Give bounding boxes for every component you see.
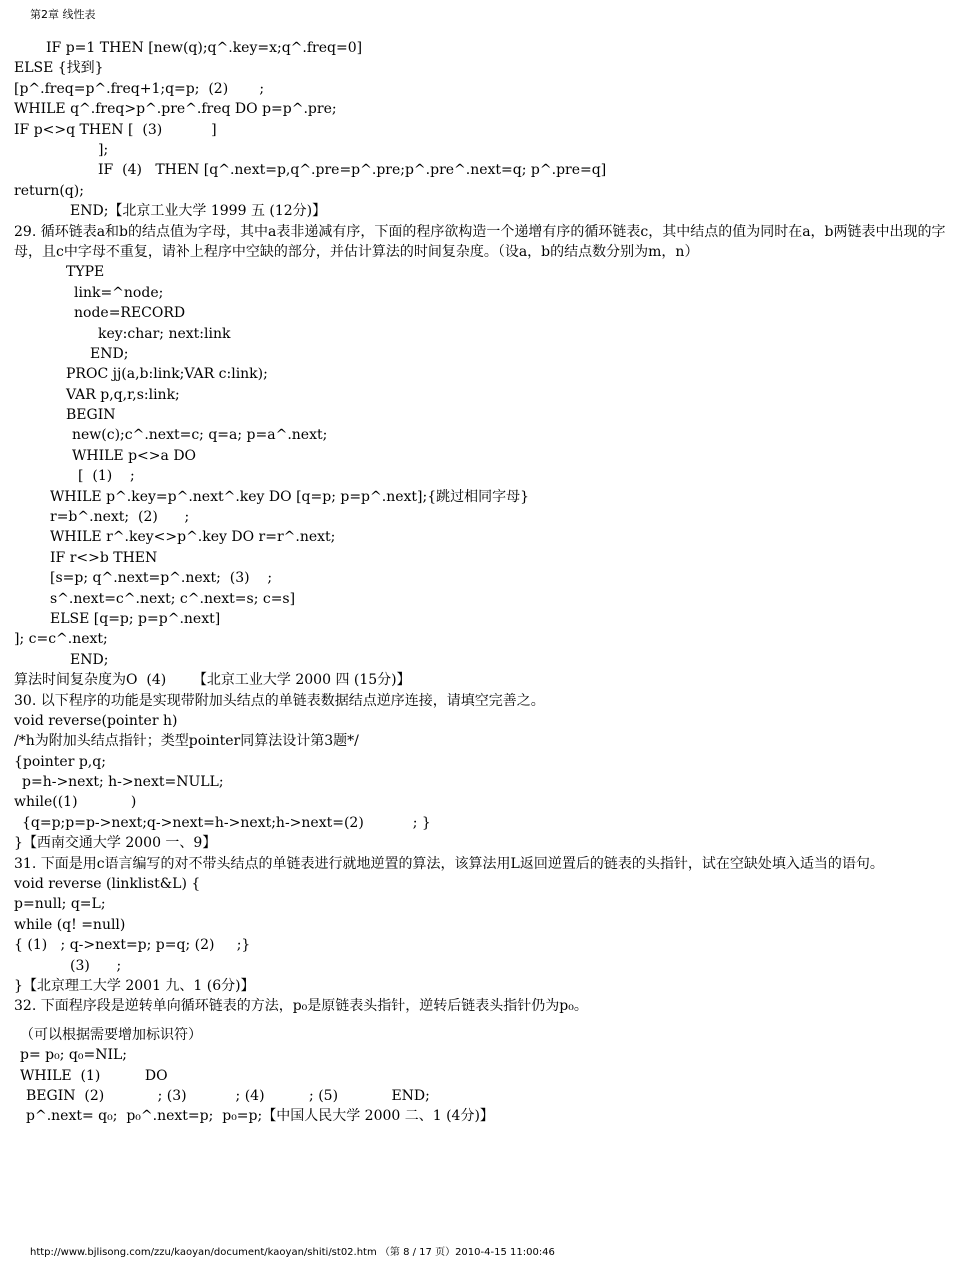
text-line: (3) ; xyxy=(70,957,122,974)
text-line: }【西南交通大学 2000 一、9】 xyxy=(14,835,217,852)
text-line: r=b^.next; (2) ; xyxy=(50,509,190,526)
text-line: {q=p;p=p->next;q->next=h->next;h->next=(2) ; } xyxy=(22,814,431,831)
text-line: 算法时间复杂度为O (4) 【北京工业大学 2000 四 (15分)】 xyxy=(14,672,411,689)
text-line: [s=p; q^.next=p^.next; (3) ; xyxy=(50,570,273,587)
text-line: void reverse(pointer h) xyxy=(14,712,178,729)
text-line: 32. 下面程序段是逆转单向循环链表的方法，p₀是原链表头指针，逆转后链表头指针仍为p₀。 xyxy=(14,998,588,1015)
text-line: 31. 下面是用c语言编写的对不带头结点的单链表进行就地逆置的算法，该算法用L返回逆置后的链表的头指针，试在空缺处填入适当的语句。 xyxy=(14,855,884,872)
text-line: s^.next=c^.next; c^.next=s; c=s] xyxy=(50,590,296,607)
text-line xyxy=(14,1017,969,1025)
text-line: { (1) ; q->next=p; p=q; (2) ;} xyxy=(14,937,251,954)
text-line: IF p<>q THEN [ (3) ] xyxy=(14,121,217,138)
text-line: }【北京理工大学 2001 九、1 (6分)】 xyxy=(14,978,255,995)
text-line: while (q! =null) xyxy=(14,916,126,933)
text-line: key:char; next:link xyxy=(98,325,231,342)
text-line: p^.next= q₀; p₀^.next=p; p₀=p;【中国人民大学 2000 二、1 (4分)】 xyxy=(26,1108,494,1125)
text-line: VAR p,q,r,s:link; xyxy=(66,386,180,403)
text-line: IF r<>b THEN xyxy=(50,549,158,566)
text-line: ELSE [q=p; p=p^.next] xyxy=(50,610,221,627)
text-line: ]; c=c^.next; xyxy=(14,631,108,648)
text-line: BEGIN xyxy=(66,407,116,424)
document-body xyxy=(14,38,969,1127)
text-line: p=null; q=L; xyxy=(14,896,106,913)
text-line: END; xyxy=(70,651,109,668)
text-line: WHILE q^.freq>p^.pre^.freq DO p=p^.pre; xyxy=(14,101,337,118)
text-line: WHILE p^.key=p^.next^.key DO [q=p; p=p^.next];{跳过相同字母} xyxy=(50,488,530,505)
text-line: [p^.freq=p^.freq+1;q=p; (2) ; xyxy=(14,80,265,97)
text-line: 30. 以下程序的功能是实现带附加头结点的单链表数据结点逆序连接，请填空完善之。 xyxy=(14,692,545,709)
text-line: END; xyxy=(90,345,129,362)
text-line: （可以根据需要增加标识符） xyxy=(20,1026,202,1043)
text-line: [ (1) ; xyxy=(78,468,135,485)
text-line: void reverse (linklist&L) { xyxy=(14,876,201,893)
text-line: WHILE (1) DO xyxy=(20,1067,168,1084)
text-line: {pointer p,q; xyxy=(14,753,106,770)
text-line: 29. 循环链表a和b的结点值为字母，其中a表非递减有序，下面的程序欲构造一个递增有序的循环链表c，其中结点的值为同时在a，b两链表中出现的字母，且c中字母不重复，请补上程序中空缺的部分，并估计算法的时间复杂度。（设a，b的结点数分别为m，n） xyxy=(14,223,946,260)
page-footer: http://www.bjlisong.com/zzu/kaoyan/document/kaoyan/shiti/st02.htm （第 8 / 17 页）2010-4-15 11:00:46 xyxy=(30,1247,555,1258)
text-line: WHILE p<>a DO xyxy=(72,447,197,464)
text-line: ELSE {找到} xyxy=(14,60,104,77)
text-line: TYPE xyxy=(66,264,105,281)
text-line: return(q); xyxy=(14,182,84,199)
text-line: IF (4) THEN [q^.next=p,q^.pre=p^.pre;p^.pre^.next=q; p^.pre=q] xyxy=(98,162,607,179)
page-header: 第2章 线性表 xyxy=(30,8,96,21)
text-line: new(c);c^.next=c; q=a; p=a^.next; xyxy=(72,427,328,444)
text-line: PROC jj(a,b:link;VAR c:link); xyxy=(66,366,268,383)
text-line: link=^node; xyxy=(74,284,164,301)
text-line: WHILE r^.key<>p^.key DO r=r^.next; xyxy=(50,529,336,546)
text-line: while((1) ) xyxy=(14,794,137,811)
text-line: ]; xyxy=(98,141,109,158)
text-line: p=h->next; h->next=NULL; xyxy=(22,774,224,791)
text-line: IF p=1 THEN [new(q);q^.key=x;q^.freq=0] xyxy=(46,40,363,56)
text-line: node=RECORD xyxy=(74,305,186,322)
text-line: END;【北京工业大学 1999 五 (12分)】 xyxy=(70,203,327,220)
text-line: BEGIN (2) ; (3) ; (4) ; (5) END; xyxy=(26,1087,430,1104)
text-line: /*h为附加头结点指针；类型pointer同算法设计第3题*/ xyxy=(14,733,359,750)
text-line: p= p₀; q₀=NIL; xyxy=(20,1047,127,1064)
